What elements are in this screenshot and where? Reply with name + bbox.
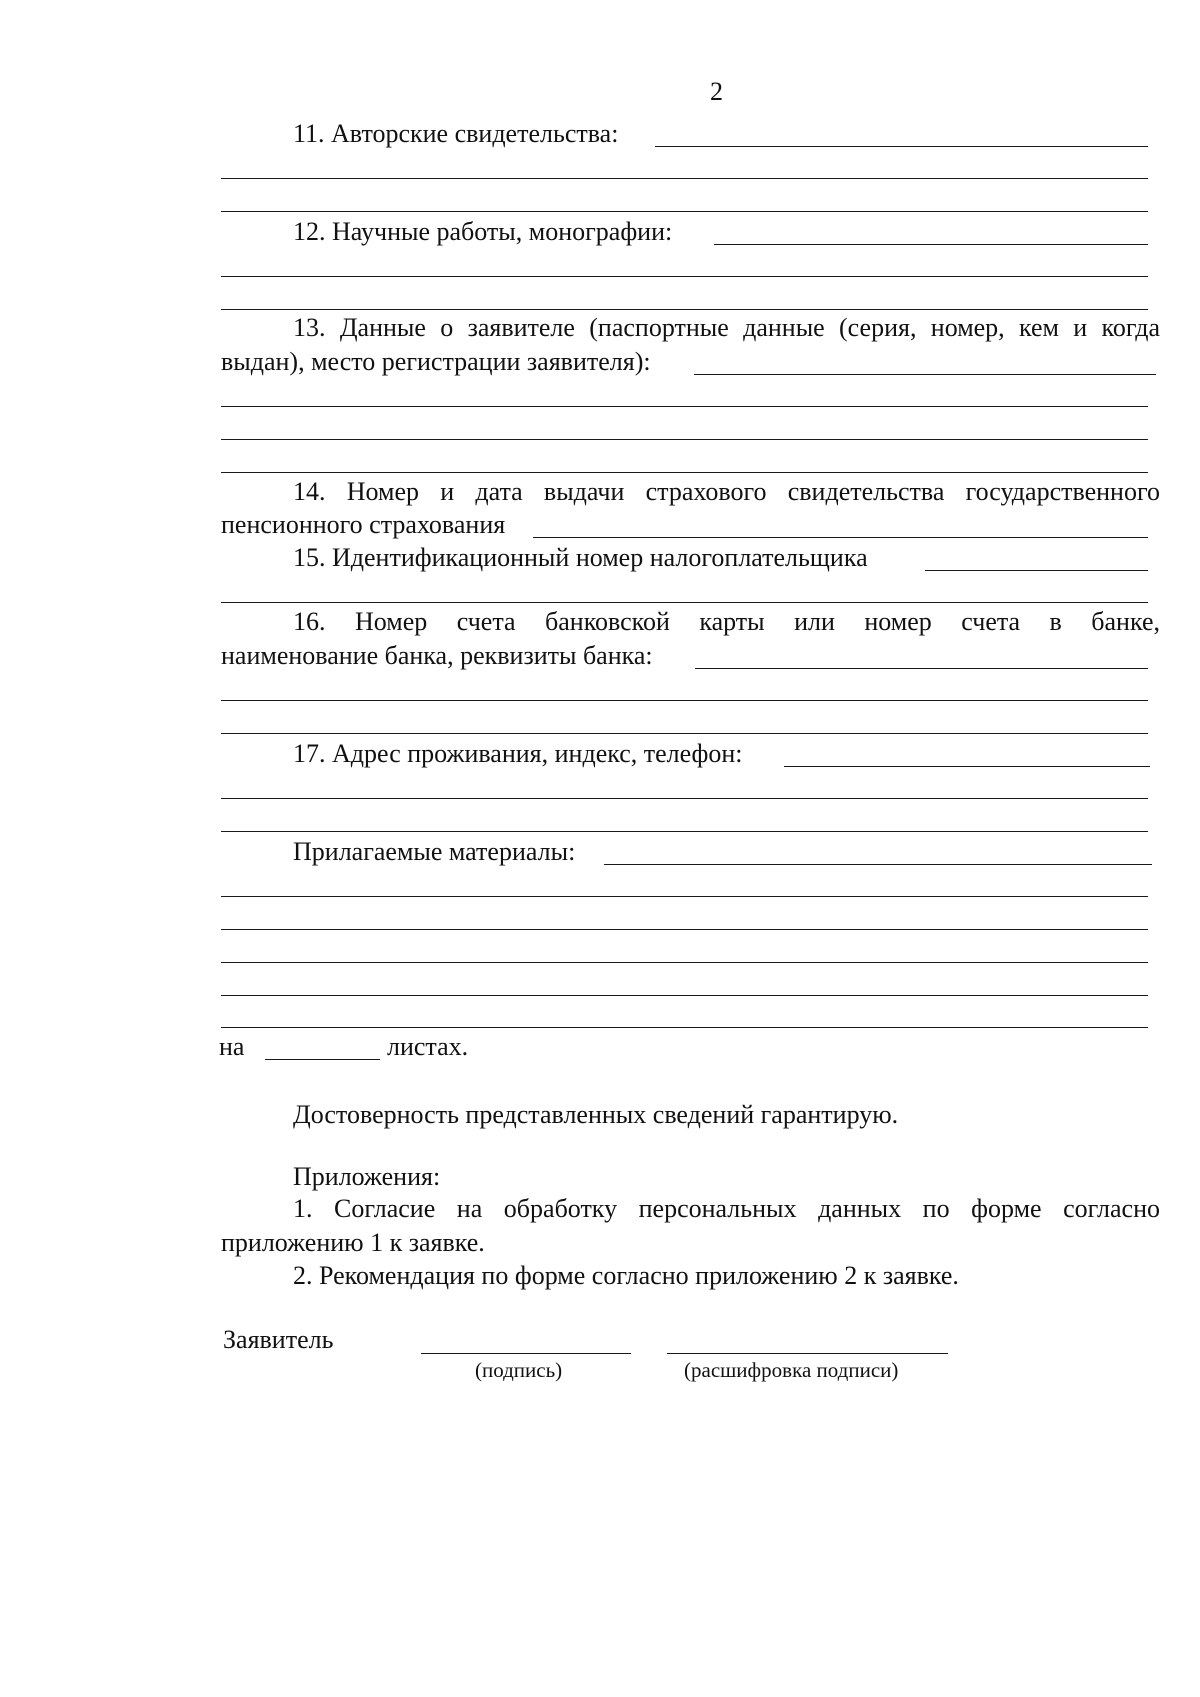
sheets-suffix: листах. — [387, 1032, 469, 1061]
field-16-line-2: наименование банка, реквизиты банка: — [221, 641, 653, 670]
field-15-label: 15. Идентификационный номер налогоплательщика — [293, 543, 868, 572]
field-12-line-2[interactable] — [221, 276, 1148, 277]
field-13-line-5[interactable] — [221, 472, 1148, 473]
attached-materials-line-5[interactable] — [221, 995, 1148, 996]
attached-materials-line-3[interactable] — [221, 929, 1148, 930]
signature-caption: (подпись) — [475, 1358, 563, 1382]
page-number: 2 — [710, 77, 723, 106]
field-16-line-3[interactable] — [221, 700, 1148, 701]
attached-materials-line-2[interactable] — [221, 896, 1148, 897]
field-11-line-2[interactable] — [221, 178, 1148, 179]
field-13-line-3[interactable] — [221, 406, 1148, 407]
field-15-line-2[interactable] — [221, 602, 1148, 603]
field-13-line-1: 13. Данные о заявителе (паспортные данные (серия, номер, кем и когда — [293, 313, 1160, 342]
decoding-caption: (расшифровка подписи) — [684, 1358, 899, 1382]
field-12-blank[interactable] — [714, 244, 1148, 245]
signature-decoding-blank[interactable] — [667, 1353, 948, 1354]
guarantee-statement: Достоверность представленных сведений гарантирую. — [293, 1100, 899, 1129]
field-14-line-1: 14. Номер и дата выдачи страхового свидетельства государственного — [293, 477, 1160, 506]
signature-blank[interactable] — [421, 1353, 631, 1354]
field-11-label: 11. Авторские свидетельства: — [293, 119, 619, 148]
field-16-blank[interactable] — [695, 668, 1148, 669]
field-12-line-3[interactable] — [221, 309, 1148, 310]
appendix-2: 2. Рекомендация по форме согласно приложению 2 к заявке. — [293, 1261, 959, 1290]
attached-materials-line-6[interactable] — [221, 1027, 1148, 1028]
appendix-1-line-1: 1. Согласие на обработку персональных данных по форме согласно — [293, 1194, 1160, 1223]
attached-materials-blank[interactable] — [604, 864, 1152, 865]
field-17-line-3[interactable] — [221, 831, 1148, 832]
appendices-heading: Приложения: — [293, 1162, 441, 1191]
attached-materials-line-4[interactable] — [221, 962, 1148, 963]
field-13-line-4[interactable] — [221, 439, 1148, 440]
field-17-blank[interactable] — [784, 766, 1150, 767]
field-12-label: 12. Научные работы, монографии: — [293, 217, 673, 246]
field-16-line-1: 16. Номер счета банковской карты или номер счета в банке, — [293, 607, 1160, 636]
field-15-blank[interactable] — [925, 570, 1148, 571]
attached-materials-label: Прилагаемые материалы: — [293, 837, 576, 866]
field-17-label: 17. Адрес проживания, индекс, телефон: — [293, 739, 743, 768]
field-17-line-2[interactable] — [221, 798, 1148, 799]
sheets-prefix: на — [219, 1032, 245, 1061]
field-11-blank[interactable] — [655, 146, 1148, 147]
appendix-1-line-2: приложению 1 к заявке. — [221, 1228, 485, 1257]
field-13-blank[interactable] — [694, 374, 1156, 375]
field-14-blank[interactable] — [533, 537, 1148, 538]
field-16-line-4[interactable] — [221, 733, 1148, 734]
field-11-line-3[interactable] — [221, 211, 1148, 212]
applicant-label: Заявитель — [223, 1325, 334, 1354]
sheets-count-blank[interactable] — [265, 1059, 380, 1060]
field-13-line-2: выдан), место регистрации заявителя): — [221, 347, 651, 376]
field-14-line-2: пенсионного страхования — [221, 510, 506, 539]
